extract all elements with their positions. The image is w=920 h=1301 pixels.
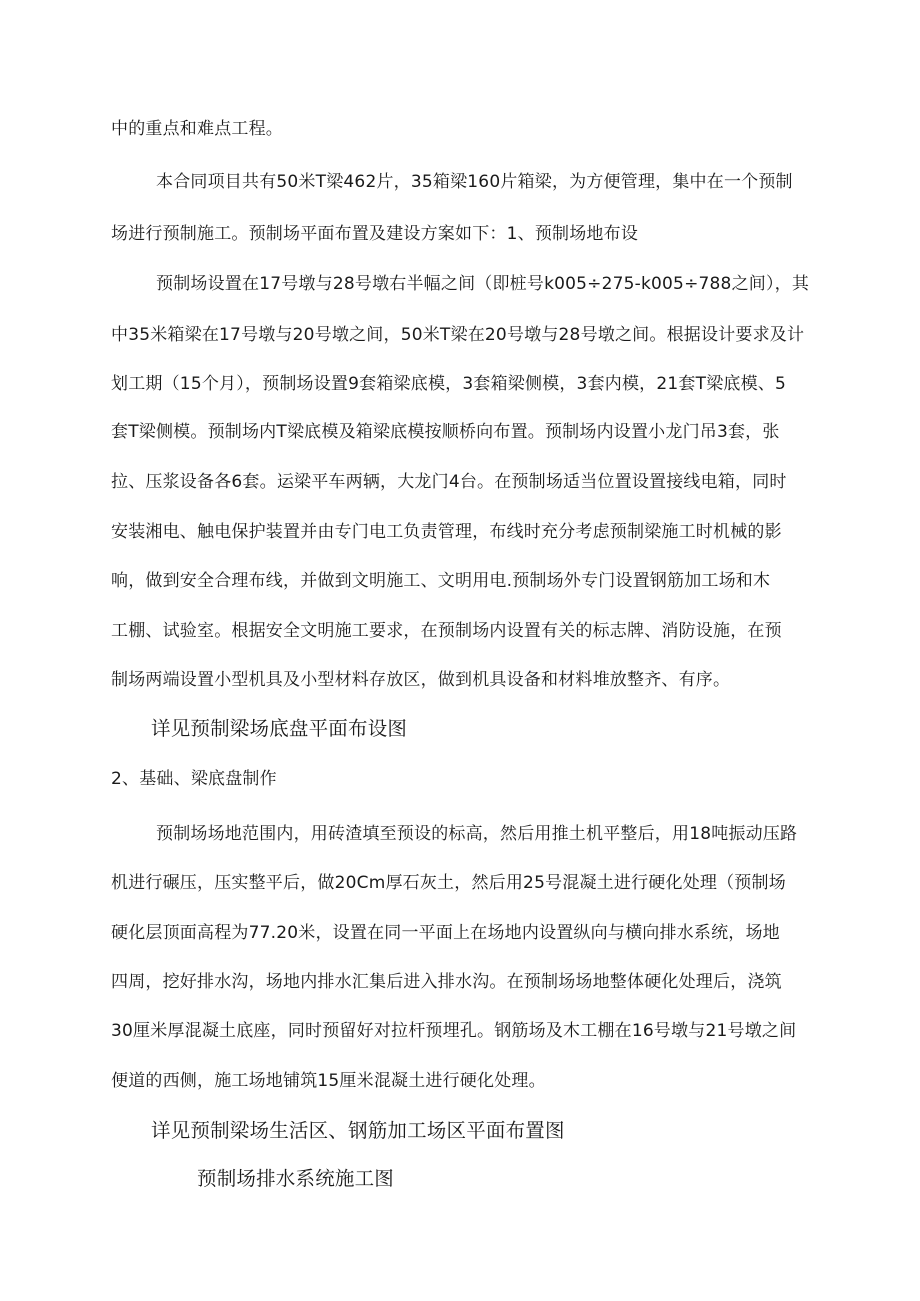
section-title: 2、基础、梁底盘制作 <box>111 769 277 789</box>
text-line: 划工期（15个月），预制场设置9套箱梁底模，3套箱梁侧模，3套内模，21套T梁底模、5 <box>111 374 787 394</box>
text-line: 制场两端设置小型机具及小型材料存放区，做到机具设备和材料堆放整齐、有序。 <box>111 670 731 690</box>
text-line: 本合同项目共有50米T梁462片，35箱梁160片箱梁，为方便管理，集中在一个预制 <box>156 172 793 192</box>
text-line: 安装湘电、触电保护装置并由专门电工负责管理，布线时充分考虑预制梁施工时机械的影 <box>111 522 782 542</box>
text-line: 响，做到安全合理布线，并做到文明施工、文明用电.预制场外专门设置钢筋加工场和木 <box>111 571 771 591</box>
text-line: 套T梁侧模。预制场内T梁底模及箱梁底模按顺桥向布置。预制场内设置小龙门吊3套，张 <box>111 422 780 442</box>
text-line: 场进行预制施工。预制场平面布置及建设方案如下：1、预制场地布设 <box>111 224 639 244</box>
figure-reference-heading: 详见预制梁场生活区、钢筋加工场区平面布置图 <box>151 1119 565 1142</box>
text-line: 预制场场地范围内，用砖渣填至预设的标高，然后用推土机平整后，用18吨振动压路 <box>156 824 798 844</box>
text-line: 预制场设置在17号墩与28号墩右半幅之间（即桩号k005÷275-k005÷788之间），其 <box>156 274 810 294</box>
text-line: 拉、压浆设备各6套。运梁平车两辆，大龙门4台。在预制场适当位置设置接线电箱，同时 <box>111 472 787 492</box>
text-line: 30厘米厚混凝土底座，同时预留好对拉杆预埋孔。钢筋场及木工棚在16号墩与21号墩之间 <box>111 1021 797 1041</box>
text-line: 机进行碾压，压实整平后，做20Cm厚石灰土，然后用25号混凝土进行硬化处理（预制场 <box>111 873 786 893</box>
text-line: 工棚、试验室。根据安全文明施工要求，在预制场内设置有关的标志牌、消防设施，在预 <box>111 621 782 641</box>
figure-reference-heading: 预制场排水系统施工图 <box>197 1167 395 1190</box>
text-line: 硬化层顶面高程为77.20米，设置在同一平面上在场地内设置纵向与横向排水系统，场地 <box>111 923 780 943</box>
text-line: 中35米箱梁在17号墩与20号墩之间，50米T梁在20号墩与28号墩之间。根据设计要求及计 <box>111 325 805 345</box>
text-line: 便道的西侧，施工场地铺筑15厘米混凝土进行硬化处理。 <box>111 1071 546 1091</box>
figure-reference-heading: 详见预制梁场底盘平面布设图 <box>151 717 408 740</box>
text-line: 中的重点和难点工程。 <box>111 119 283 139</box>
text-line: 四周，挖好排水沟，场地内排水汇集后进入排水沟。在预制场场地整体硬化处理后，浇筑 <box>111 972 782 992</box>
